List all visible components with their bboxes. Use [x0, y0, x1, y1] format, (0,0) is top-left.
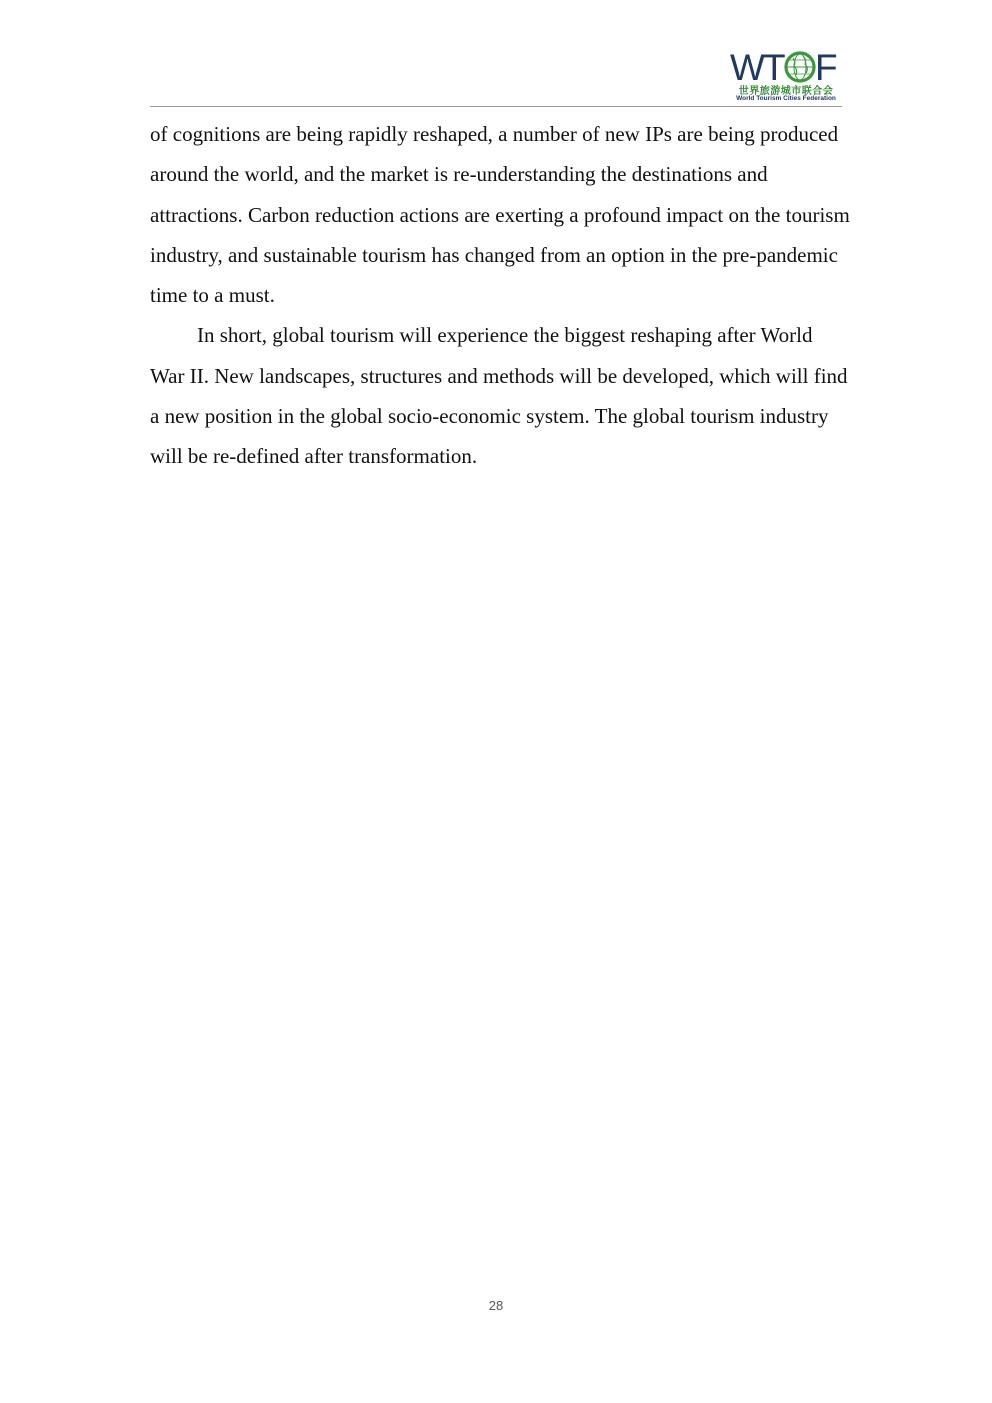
- paragraph-continued: of cognitions are being rapidly reshaped, a number of new IPs are being produced around the world, and the market is re-understanding the destinations and attractions. Carbon reduction actions are exerting a profound impact on the tourism industry, and sustainable tourism has changed from an option in the pre-pandemic time to a must.: [150, 122, 850, 308]
- paragraph: In short, global tourism will experience the biggest reshaping after World War II. New landscapes, structures and methods will be developed, which will find a new position in the global socio-economic system. The global tourism industry will be re-defined after transformation.: [150, 323, 848, 469]
- body-text: [150, 114, 850, 477]
- svg-text:T: T: [763, 47, 786, 86]
- page-header: [150, 40, 842, 108]
- svg-text:W: W: [730, 47, 765, 86]
- wtcf-logo-mark: [730, 46, 842, 86]
- header-divider: [150, 106, 842, 107]
- logo-english-name: World Tourism Cities Federation: [736, 95, 836, 102]
- wtcf-logo: [730, 46, 842, 102]
- page-number: 28: [488, 1298, 504, 1313]
- logo-chinese-name: 世界旅游城市联合会: [738, 86, 834, 97]
- svg-text:F: F: [815, 47, 838, 86]
- globe-icon: [786, 53, 814, 81]
